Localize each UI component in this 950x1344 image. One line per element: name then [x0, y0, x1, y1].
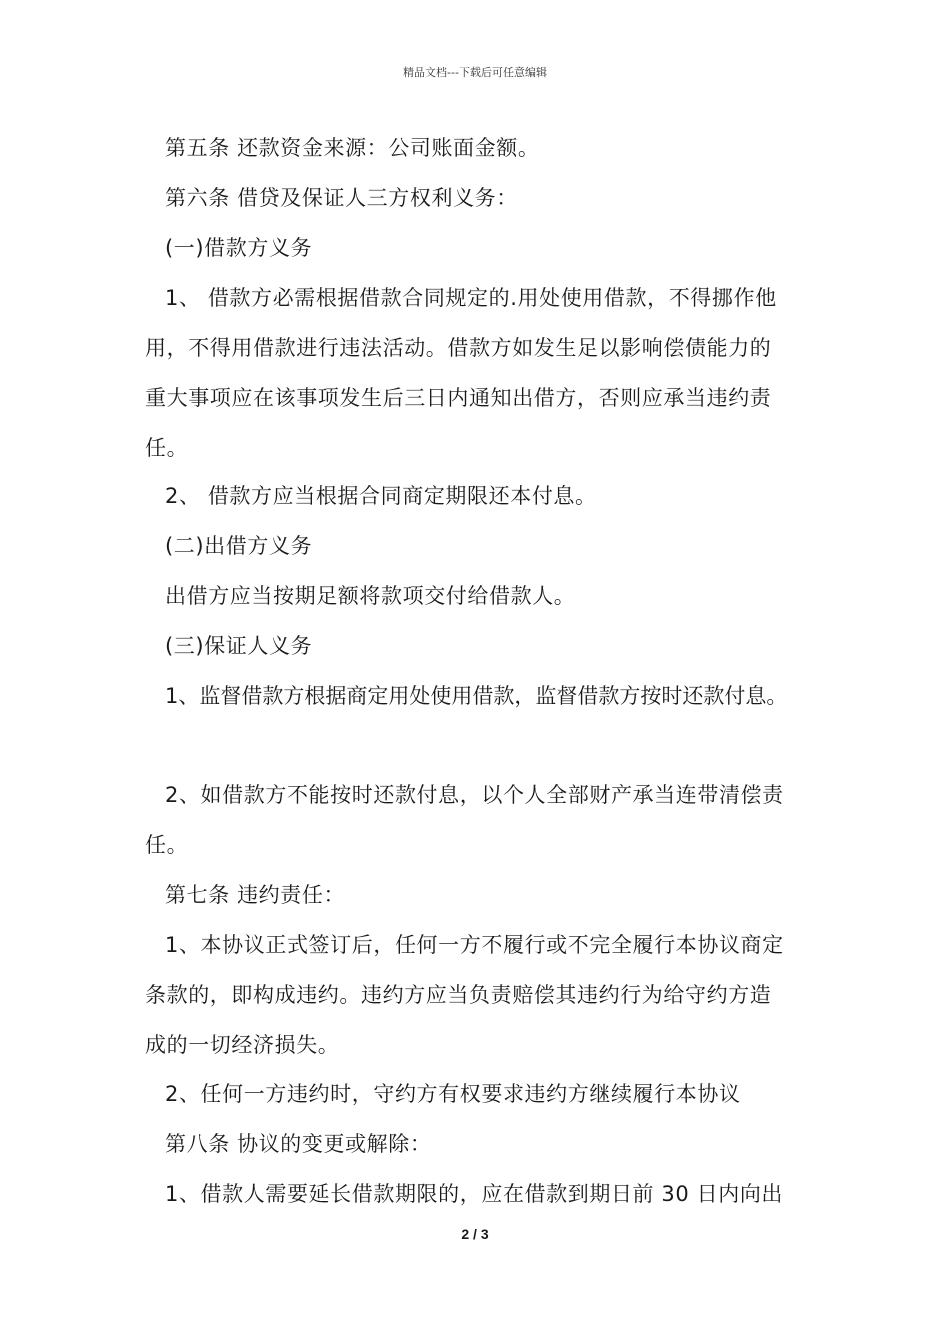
doc-line: (一)借款方义务 — [165, 236, 313, 260]
page-number: 2 / 3 — [461, 1226, 489, 1242]
doc-line: 第六条 借贷及保证人三方权利义务： — [165, 186, 518, 210]
doc-line: 第八条 协议的变更或解除： — [165, 1132, 432, 1156]
doc-line: 1、 借款方必需根据借款合同规定的.用处使用借款，不得挪作他 — [165, 286, 777, 310]
doc-line: 1、本协议正式签订后，任何一方不履行或不完全履行本协议商定 — [165, 933, 784, 957]
doc-line: 出借方应当按期足额将款项交付给借款人。 — [165, 584, 576, 608]
doc-line: 2、 借款方应当根据合同商定期限还本付息。 — [165, 484, 597, 508]
doc-line: 用，不得用借款进行违法活动。借款方如发生足以影响偿债能力的 — [145, 336, 772, 360]
doc-line: 2、如借款方不能按时还款付息，以个人全部财产承当连带清偿责 — [165, 783, 784, 807]
doc-line: 条款的，即构成违约。违约方应当负责赔偿其违约行为给守约方造 — [145, 983, 772, 1007]
doc-line: 2、任何一方违约时，守约方有权要求违约方继续履行本协议 — [165, 1082, 741, 1106]
doc-line: 任。 — [145, 436, 189, 460]
doc-line: 第七条 违约责任： — [165, 883, 346, 907]
doc-line: 1、借款人需要延长借款期限的，应在借款到期日前 30 日内向出 — [165, 1182, 784, 1206]
page-header: 精品文档---下载后可任意编辑 — [403, 66, 547, 79]
doc-line: 第五条 还款资金来源：公司账面金额。 — [165, 136, 540, 160]
doc-line: 成的一切经济损失。 — [145, 1033, 340, 1057]
doc-line: 任。 — [145, 833, 189, 857]
doc-line: 1、监督借款方根据商定用处使用借款，监督借款方按时还款付息。 — [165, 684, 788, 708]
doc-line: (二)出借方义务 — [165, 534, 313, 558]
doc-line: (三)保证人义务 — [165, 634, 313, 658]
doc-line: 重大事项应在该事项发生后三日内通知出借方，否则应承当违约责 — [145, 386, 772, 410]
